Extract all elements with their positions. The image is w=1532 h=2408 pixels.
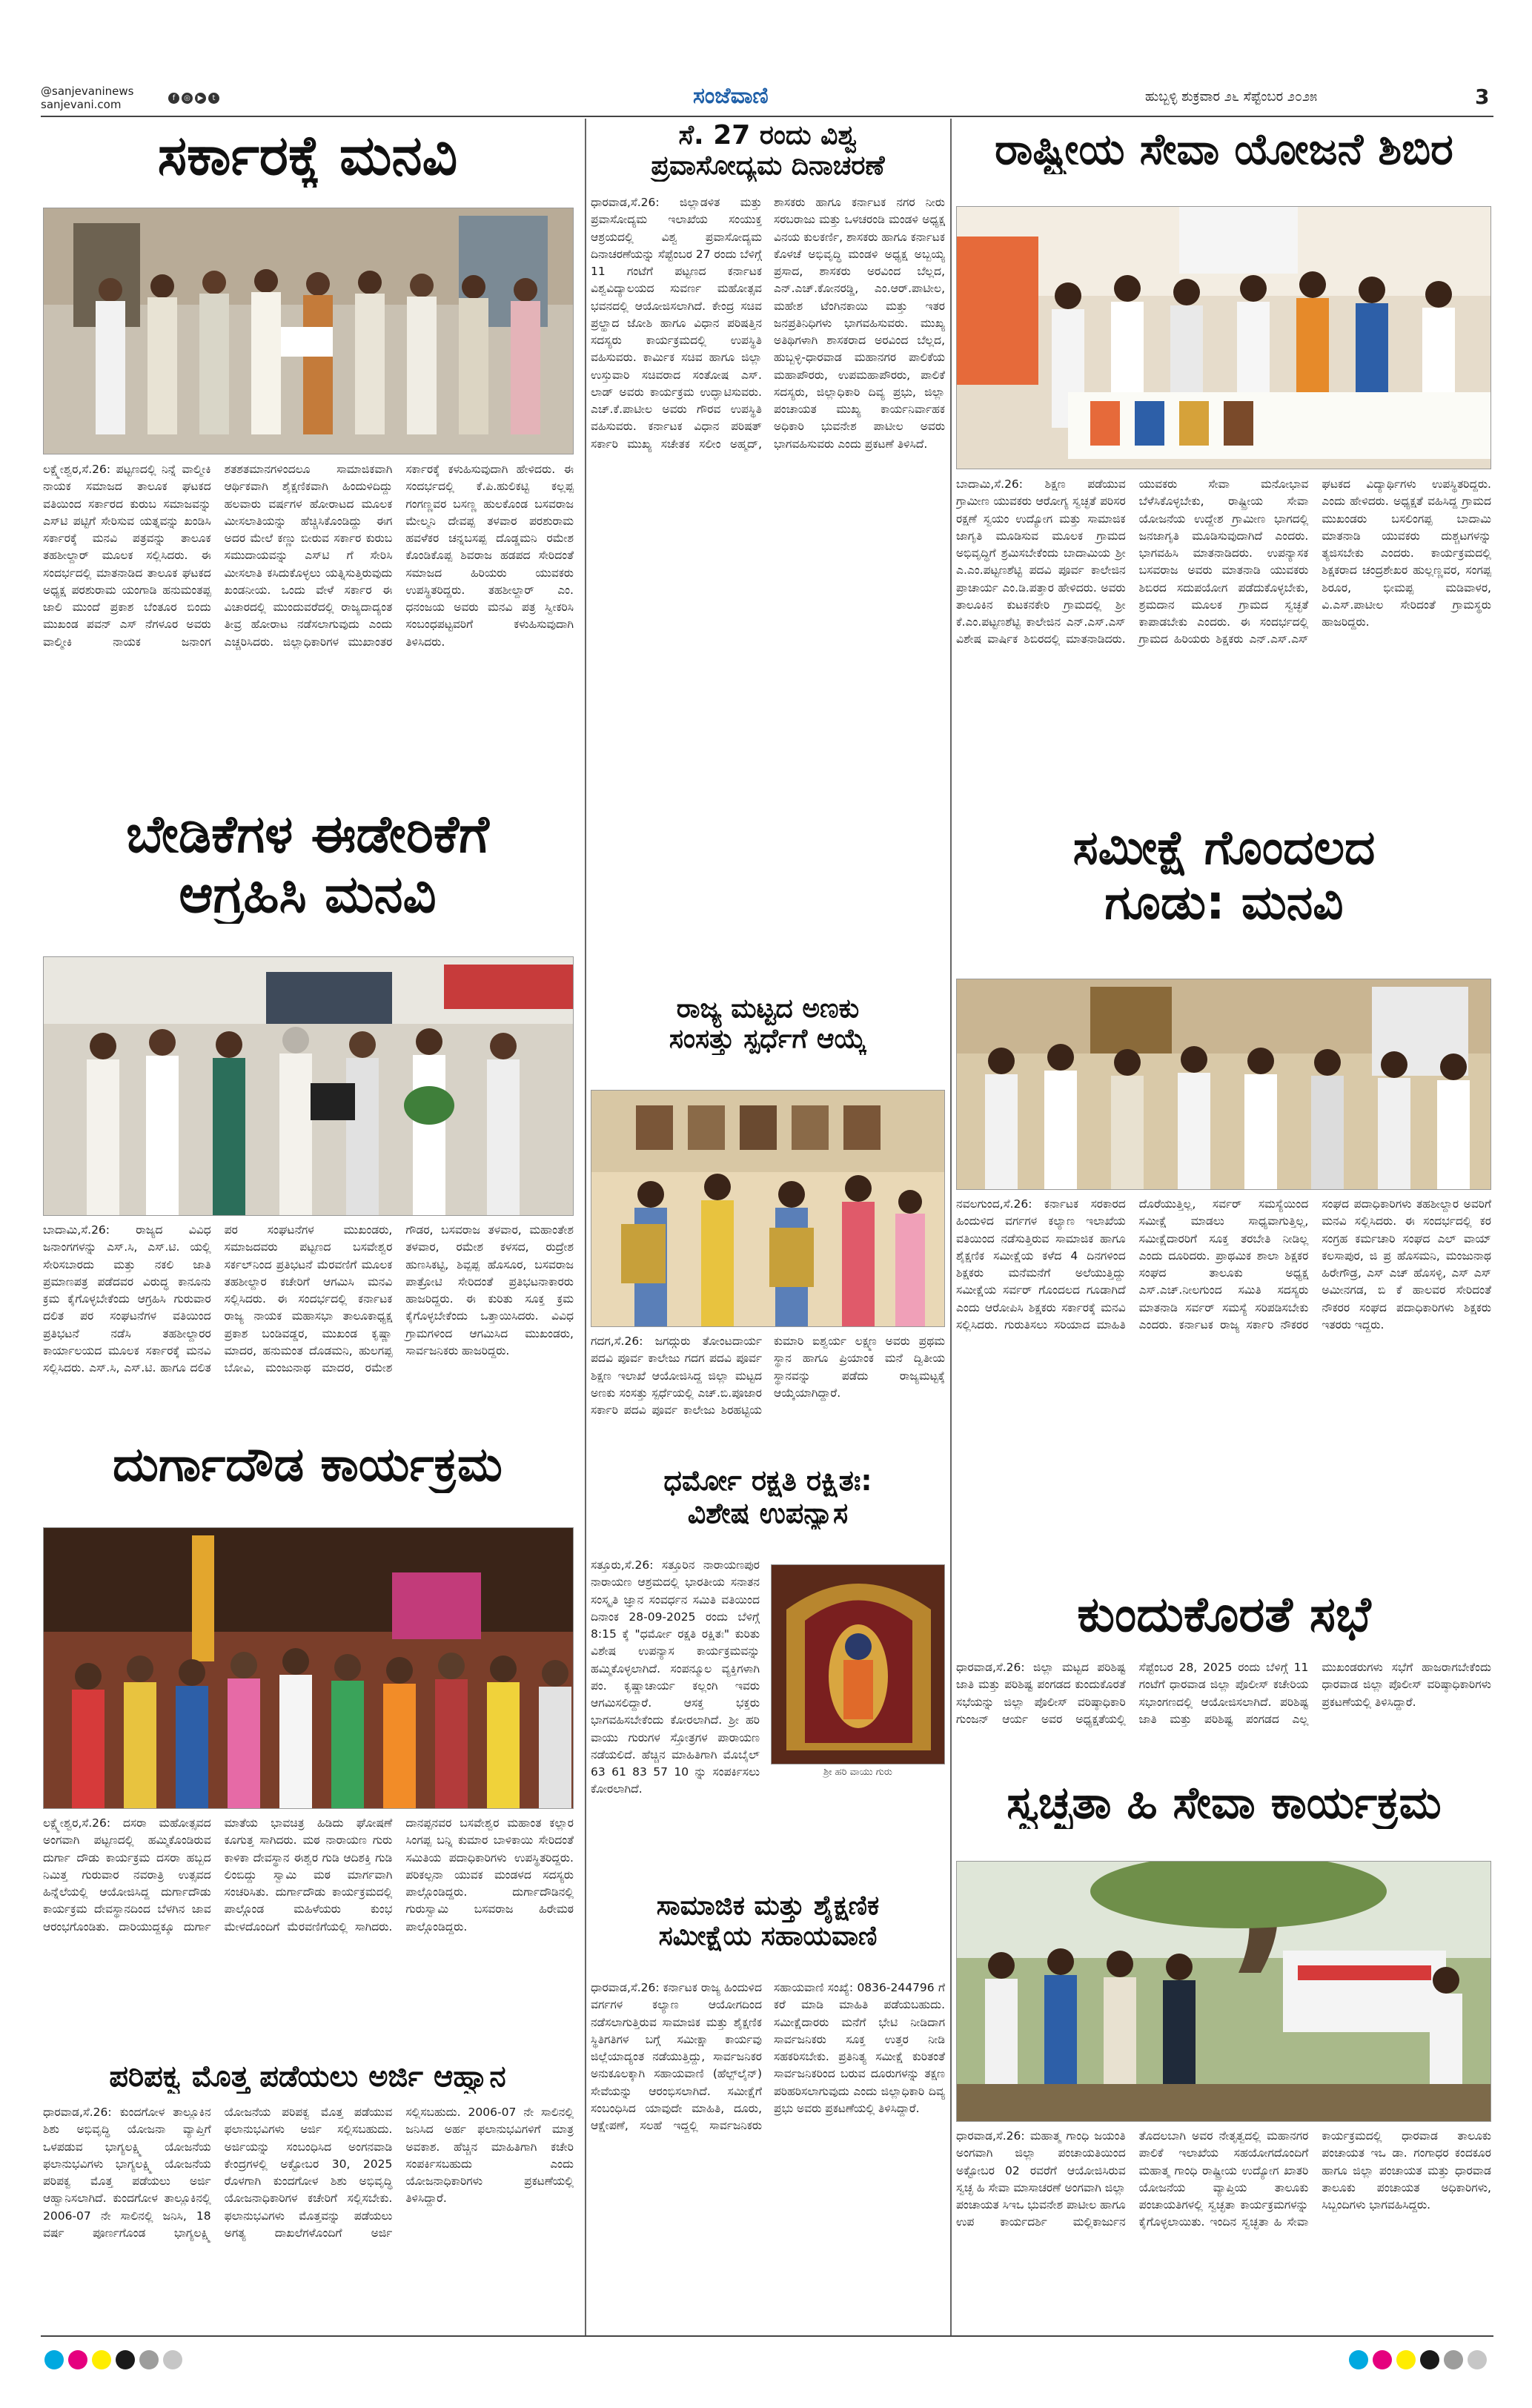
headline: ಸರ್ಕಾರಕ್ಕೆ ಮನವಿ [157,125,458,188]
instagram-icon[interactable]: ◎ [182,93,193,104]
headline-line: ಸಮೀಕ್ಷೆಯ ಸಹಾಯವಾಣಿ [658,1921,878,1952]
color-registration-bar-left [44,2350,208,2372]
photo-mock-parliament-winners [591,1090,945,1327]
photo-nss-camp [956,206,1491,469]
article-body: ಧಾರವಾಡ,ಸೆ.26: ಜಿಲ್ಲಾ ಮಟ್ಟದ ಪರಿಶಿಷ್ಟ ಜಾತಿ ಮತ್ತು ಪರಿಶಿಷ್ಟ ಪಂಗಡದ ಕುಂದುಕೊರತೆ ಸಭೆಯನ್ನು ಜಿಲ್ಲಾ ಪೊಲೀಸ್ ವರಿಷ್ಠಾಧಿಕಾರಿ ಗುಂಜನ್ ಆರ್ಯ ಅವರ ಅಧ್ಯಕ್ಷತೆಯಲ್ಲಿ ಸೆಪ್ಟೆಂಬರ 28, 2025 ರಂದು ಬೆಳಿಗ್ಗೆ 11 ಗಂಟೆಗೆ ಧಾರವಾಡ ಜಿಲ್ಲಾ ಪೊಲೀಸ್ ಕಚೇರಿಯ ಸಭಾಂಗಣದಲ್ಲಿ ಆಯೋಜಿಸಲಾಗಿದೆ. ಪರಿಶಿಷ್ಟ ಜಾತಿ ಮತ್ತು ಪರಿಶಿಷ್ಟ ಪಂಗಡದ ಎಲ್ಲ ಮುಖಂಡರುಗಳು ಸಭೆಗೆ ಹಾಜರಾಗಬೇಕೆಂದು ಧಾರವಾಡ ಜಿಲ್ಲಾ ಪೊಲೀಸ್ ವರಿಷ್ಠಾಧಿಕಾರಿಗಳು ಪ್ರಕಟಣೆಯಲ್ಲಿ ತಿಳಿಸಿದ್ದಾರೆ. [956,1661,1491,1726]
headline-line: ಸಂಸತ್ತು ಸ್ಪರ್ಧೆಗೆ ಆಯ್ಕೆ [669,1024,867,1055]
headline-line: ಧರ್ಮೋ ರಕ್ಷತಿ ರಕ್ಷಿತಃ: [663,1465,872,1497]
headline [589,1891,946,1952]
headline [955,821,1493,930]
cyan-swatch [1349,2350,1368,2369]
magenta-swatch [1373,2350,1392,2369]
article-body: ಧಾರವಾಡ,ಸೆ.26: ಕರ್ನಾಟಕ ರಾಜ್ಯ ಹಿಂದುಳಿದ ವರ್ಗಗಳ ಕಲ್ಯಾಣ ಆಯೋಗದಿಂದ ನಡೆಸಲಾಗುತ್ತಿರುವ ಸಾಮಾಜಿಕ ಮತ್ತು ಶೈಕ್ಷಣಿಕ ಸ್ಥಿತಿಗತಿಗಳ ಬಗ್ಗೆ ಸಮೀಕ್ಷಾ ಕಾರ್ಯವು ಜಿಲ್ಲೆಯಾದ್ಯಂತ ನಡೆಯುತ್ತಿದ್ದು, ಸಾರ್ವಜನಿಕರ ಅನುಕೂಲಕ್ಕಾಗಿ ಸಹಾಯವಾಣಿ (ಹೆಲ್ಪ್‌ಲೈನ್) ಸೇವೆಯನ್ನು ಆರಂಭಿಸಲಾಗಿದೆ. ಸಮೀಕ್ಷೆಗೆ ಸಂಬಂಧಿಸಿದ ಯಾವುದೇ ಮಾಹಿತಿ, ದೂರು, ಆಕ್ಷೇಪಣೆ, ಸಲಹೆ ಇದ್ದಲ್ಲಿ ಸಾರ್ವಜನಿಕರು ಸಹಾಯವಾಣಿ ಸಂಖ್ಯೆ: 0836-244796 ಗೆ ಕರೆ ಮಾಡಿ ಮಾಹಿತಿ ಪಡೆಯಬಹುದು. ಸಮೀಕ್ಷೆದಾರರು ಮನೆಗೆ ಭೇಟಿ ನೀಡಿದಾಗ ಸಾರ್ವಜನಿಕರು ಸೂಕ್ತ ಉತ್ತರ ನೀಡಿ ಸಹಕರಿಸಬೇಕು. ಪ್ರತಿನಿತ್ಯ ಸಮೀಕ್ಷೆ ಕುರಿತಂತೆ ಸಾರ್ವಜನಿಕರಿಂದ ಬರುವ ದೂರುಗಳನ್ನು ತಕ್ಷಣ ಪರಿಹರಿಸಲಾಗುವುದು ಎಂದು ಜಿಲ್ಲಾಧಿಕಾರಿ ದಿವ್ಯ ಪ್ರಭು ಅವರು ಪ್ರಕಟಣೆಯಲ್ಲಿ ತಿಳಿಸಿದ್ದಾರೆ. [591,1981,945,2132]
article-body: ಧಾರವಾಡ,ಸೆ.26: ಮಹಾತ್ಮ ಗಾಂಧಿ ಜಯಂತಿ ಅಂಗವಾಗಿ ಜಿಲ್ಲಾ ಪಂಚಾಯತಿಯಿಂದ ಅಕ್ಟೋಬರ 02 ರವರೆಗೆ ಆಯೋಜಿಸಿರುವ ಸ್ವಚ್ಛ ಹಿ ಸೇವಾ ಮಾಸಾಚರಣೆ ಅಂಗವಾಗಿ ಜಿಲ್ಲಾ ಪಂಚಾಯತ ಸಿಇಒ ಭುವನೇಶ ಪಾಟೀಲ ಹಾಗೂ ಉಪ ಕಾರ್ಯದರ್ಶಿ ಮಲ್ಲಿಕಾರ್ಜುನ ತೊದಲಬಾಗಿ ಅವರ ನೇತೃತ್ವದಲ್ಲಿ ಮಹಾನಗರ ಪಾಲಿಕೆ ಇಲಾಖೆಯ ಸಹಯೋಗದೊಂದಿಗೆ ಮಹಾತ್ಮ ಗಾಂಧಿ ರಾಷ್ಟ್ರೀಯ ಉದ್ಯೋಗ ಖಾತರಿ ಯೋಜನೆಯ ವ್ಯಾಪ್ತಿಯ ತಾಲೂಕು ಪಂಚಾಯತಿಗಳಲ್ಲಿ ಸ್ವಚ್ಛತಾ ಕಾರ್ಯಕ್ರಮಗಳನ್ನು ಕೈಗೊಳ್ಳಲಾಯಿತು. ಇಂದಿನ ಸ್ವಚ್ಛತಾ ಹಿ ಸೇವಾ ಕಾರ್ಯಕ್ರಮದಲ್ಲಿ ಧಾರವಾಡ ತಾಲೂಕು ಪಂಚಾಯತ ಇಒ ಡಾ. ಗಂಗಾಧರ ಕಂದಕೂರ ಹಾಗೂ ಜಿಲ್ಲಾ ಪಂಚಾಯತ ಮತ್ತು ಧಾರವಾಡ ತಾಲೂಕು ಪಂಚಾಯತ ಅಧಿಕಾರಿಗಳು, ಸಿಬ್ಬಂದಿಗಳು ಭಾಗವಹಿಸಿದ್ದರು. [956,2129,1491,2229]
grey-swatch [1444,2350,1463,2369]
article-body: ಲಕ್ಷ್ಮೇಶ್ವರ,ಸೆ.26: ದಸರಾ ಮಹೋತ್ಸವದ ಅಂಗವಾಗಿ ಪಟ್ಟಣದಲ್ಲಿ ಹಮ್ಮಿಕೊಂಡಿರುವ ದುರ್ಗಾ ದೌಡು ಕಾರ್ಯಕ್ರಮ ದಸರಾ ಹಬ್ಬದ ನಿಮಿತ್ತ ಗುರುವಾರ ನವರಾತ್ರಿ ಉತ್ಸವದ ಹಿನ್ನೆಲೆಯಲ್ಲಿ ಆಯೋಜಿಸಿದ್ದ ದುರ್ಗಾದೌಡು ಕಾರ್ಯಕ್ರಮ ದೇವಸ್ಥಾನದಿಂದ ಬೆಳಗಿನ ಜಾವ ಆರಂಭಗೊಂಡಿತು. ದಾರಿಯುದ್ದಕ್ಕೂ ದುರ್ಗಾ ಮಾತೆಯ ಭಾವಚಿತ್ರ ಹಿಡಿದು ಘೋಷಣೆ ಕೂಗುತ್ತ ಸಾಗಿದರು. ಮಠ ನಾರಾಯಣ ಗುರು ಕಾಳಿಕಾ ದೇವಸ್ಥಾನ ಈಶ್ವರ ಗುಡಿ ಆದಿಶಕ್ತಿ ಗುಡಿ ಲಿಂಬಿದ್ದು ಸ್ವಾಮಿ ಮಠ ಮಾರ್ಗವಾಗಿ ಸಂಚರಿಸಿತು. ದುರ್ಗಾದೌಡು ಕಾರ್ಯಕ್ರಮದಲ್ಲಿ ಪಾಲ್ಗೊಂಡ ಮಹಿಳೆಯರು ಕುಂಭ ಮೇಳದೊಂದಿಗೆ ಮೆರವಣಿಗೆಯಲ್ಲಿ ಸಾಗಿದರು. ದಾನಪ್ಪನವರ ಬಸವೇಶ್ವರ ಮಹಾಂತ ಕಲ್ಲಾರ ಸಿಂಗಪ್ಪ ಬನ್ನಿ ಕುಮಾರ ಬಾಳಿಕಾಯಿ ಸೇರಿದಂತೆ ಸಮಿತಿಯ ಪದಾಧಿಕಾರಿಗಳು ಉಪಸ್ಥಿತರಿದ್ದರು. ಪರಿಕಲ್ಪನಾ ಯುವಕ ಮಂಡಳದ ಸದಸ್ಯರು ಪಾಲ್ಗೊಂಡಿದ್ದರು. ದುರ್ಗಾದೌಡಿನಲ್ಲಿ ಗುರುಸ್ವಾಮಿ ಬಸವರಾಜ ಹಿರೇಮಠ ಪಾಲ್ಗೊಂಡಿದ್ದರು. [43,1816,574,1934]
black-swatch [1420,2350,1439,2369]
dateline: ಹುಬ್ಬಳ್ಳಿ ಶುಕ್ರವಾರ ೨೬ ಸೆಪ್ಟೆಂಬರ ೨೦೨೫ [1145,89,1318,105]
yellow-swatch [92,2350,111,2369]
headline: ಕುಂದುಕೊರತೆ ಸಭೆ [1077,1587,1371,1643]
headline-line: ಸಮೀಕ್ಷೆ ಗೊಂದಲದ [1072,821,1376,876]
article-body: ಧಾರವಾಡ,ಸೆ.26: ಜಿಲ್ಲಾಡಳಿತ ಮತ್ತು ಪ್ರವಾಸೋದ್ಯಮ ಇಲಾಖೆಯ ಸಂಯುಕ್ತ ಆಶ್ರಯದಲ್ಲಿ ವಿಶ್ವ ಪ್ರವಾಸೋದ್ಯಮ ದಿನಾಚರಣೆಯನ್ನು ಸೆಪ್ಟೆಂಬರ 27 ರಂದು ಬೆಳಿಗ್ಗೆ 11 ಗಂಟೆಗೆ ಪಟ್ಟಣದ ಕರ್ನಾಟಕ ವಿಶ್ವವಿದ್ಯಾಲಯದ ಸುವರ್ಣ ಮಹೋತ್ಸವ ಭವನದಲ್ಲಿ ಆಯೋಜಿಸಲಾಗಿದೆ. ಕೇಂದ್ರ ಸಚಿವ ಪ್ರಲ್ಹಾದ ಜೋಶಿ ಹಾಗೂ ವಿಧಾನ ಪರಿಷತ್ತಿನ ಸದಸ್ಯರು ಕಾರ್ಯಕ್ರಮದಲ್ಲಿ ಉಪಸ್ಥಿತಿ ವಹಿಸುವರು. ಕಾರ್ಮಿಕ ಸಚಿವ ಹಾಗೂ ಜಿಲ್ಲಾ ಉಸ್ತುವಾರಿ ಸಚಿವರಾದ ಸಂತೋಷ ಎಸ್. ಲಾಡ್ ಅವರು ಕಾರ್ಯಕ್ರಮ ಉದ್ಘಾಟಿಸುವರು. ಎಚ್.ಕೆ.ಪಾಟೀಲ ಅವರು ಗೌರವ ಉಪಸ್ಥಿತಿ ವಹಿಸುವರು. ಕರ್ನಾಟಕ ವಿಧಾನ ಪರಿಷತ್ ಸರ್ಕಾರಿ ಮುಖ್ಯ ಸಚೇತಕ ಸಲೀಂ ಅಹ್ಮದ್, ಶಾಸಕರು ಹಾಗೂ ಕರ್ನಾಟಕ ನಗರ ನೀರು ಸರಬರಾಜು ಮತ್ತು ಒಳಚರಂಡಿ ಮಂಡಳಿ ಅಧ್ಯಕ್ಷ ವಿನಯ ಕುಲಕರ್ಣಿ, ಶಾಸಕರು ಹಾಗೂ ಕರ್ನಾಟಕ ಕೊಳಚೆ ಅಭಿವೃದ್ಧಿ ಮಂಡಳಿ ಅಧ್ಯಕ್ಷ ಅಬ್ಬಯ್ಯ ಪ್ರಸಾದ, ಶಾಸಕರು ಅರವಿಂದ ಬೆಲ್ಲದ, ಎನ್.ಎಚ್.ಕೋನರಡ್ಡಿ, ಎಂ.ಆರ್.ಪಾಟೀಲ, ಮಹೇಶ ಟೆಂಗಿನಕಾಯಿ ಮತ್ತು ಇತರ ಜನಪ್ರತಿನಿಧಿಗಳು ಭಾಗವಹಿಸುವರು. ಮುಖ್ಯ ಅತಿಥಿಗಳಾಗಿ ಶಾಸಕರಾದ ಅರವಿಂದ ಬೆಲ್ಲದ, ಹುಬ್ಬಳ್ಳಿ-ಧಾರವಾಡ ಮಹಾನಗರ ಪಾಲಿಕೆಯ ಮಹಾಪೌರರು, ಉಪಮಹಾಪೌರರು, ಪಾಲಿಕೆ ಸದಸ್ಯರು, ಜಿಲ್ಲಾಧಿಕಾರಿ ದಿವ್ಯ ಪ್ರಭು, ಜಿಲ್ಲಾ ಪಂಚಾಯತ ಮುಖ್ಯ ಕಾರ್ಯನಿರ್ವಾಹಕ ಅಧಿಕಾರಿ ಭುವನೇಶ ಪಾಟೀಲ ಅವರು ಭಾಗವಹಿಸುವರು ಎಂದು ಪ್ರಕಟಣೆ ತಿಳಿಸಿದೆ. [591,196,945,451]
light-grey-swatch [163,2350,182,2369]
photo-memorandum-group [43,208,574,454]
twitter-icon[interactable]: t [208,93,219,104]
social-icons [168,90,222,105]
article-body: ಗದಗ,ಸೆ.26: ಜಗದ್ಗುರು ತೋಂಟದಾರ್ಯ ಪದವಿ ಪೂರ್ವ ಕಾಲೇಜು ಗದಗ ಪದವಿ ಪೂರ್ವ ಶಿಕ್ಷಣ ಇಲಾಖೆ ಆಯೋಜಿಸಿದ್ದ ಜಿಲ್ಲಾ ಮಟ್ಟದ ಅಣಕು ಸಂಸತ್ತು ಸ್ಪರ್ಧೆಯಲ್ಲಿ ಎಚ್.ಬಿ.ಪೂಜಾರ ಸರ್ಕಾರಿ ಪದವಿ ಪೂರ್ವ ಕಾಲೇಜು ಶಿರಹಟ್ಟಿಯ ಕುಮಾರಿ ಐಶ್ವರ್ಯ ಲಕ್ಷ್ಮಣ ಅವರು ಪ್ರಥಮ ಸ್ಥಾನ ಹಾಗೂ ಪ್ರಿಯಾಂಕ ಮನೆ ದ್ವಿತೀಯ ಸ್ಥಾನವನ್ನು ಪಡೆದು ರಾಜ್ಯಮಟ್ಟಕ್ಕೆ ಆಯ್ಕೆಯಾಗಿದ್ದಾರೆ. [591,1334,945,1417]
twitter-handle[interactable]: @sanjevaninews [41,85,134,98]
grey-swatch [139,2350,159,2369]
article-body: ಬಾದಾಮಿ,ಸೆ.26: ಶಿಕ್ಷಣ ಪಡೆಯುವ ಗ್ರಾಮೀಣ ಯುವಕರು ಆರೋಗ್ಯ ಸ್ವಚ್ಛತೆ ಪರಿಸರ ರಕ್ಷಣೆ ಸ್ವಯಂ ಉದ್ಯೋಗ ಮತ್ತು ಸಾಮಾಜಿಕ ಜಾಗೃತಿ ಮೂಡಿಸುವ ಮೂಲಕ ಗ್ರಾಮದ ಅಭಿವೃದ್ಧಿಗೆ ಶ್ರಮಿಸಬೇಕೆಂದು ಬಾದಾಮಿಯ ಶ್ರೀ ಎ.ಎಂ.ಪಟ್ಟಣಶೆಟ್ಟಿ ಪದವಿ ಪೂರ್ವ ಕಾಲೇಜಿನ ಪ್ರಾಚಾರ್ಯ ಎಂ.ಡಿ.ಪತ್ತಾರ ಹೇಳಿದರು. ಅವರು ತಾಲೂಕಿನ ಕುಟಕನಕೇರಿ ಗ್ರಾಮದಲ್ಲಿ ಶ್ರೀ ಕೆ.ಎಂ.ಪಟ್ಟಣಶೆಟ್ಟಿ ಕಾಲೇಜಿನ ಎನ್.ಎಸ್.ಎಸ್ ವಿಶೇಷ ವಾರ್ಷಿಕ ಶಿಬಿರದಲ್ಲಿ ಮಾತನಾಡಿದರು. ಯುವಕರು ಸೇವಾ ಮನೋಭಾವ ಬೆಳೆಸಿಕೊಳ್ಳಬೇಕು, ರಾಷ್ಟ್ರೀಯ ಸೇವಾ ಯೋಜನೆಯ ಉದ್ದೇಶ ಗ್ರಾಮೀಣ ಭಾಗದಲ್ಲಿ ಜನಜಾಗೃತಿ ಮೂಡಿಸುವುದಾಗಿದೆ ಎಂದರು. ಭಾಗವಹಿಸಿ ಮಾತನಾಡಿದರು. ಉಪನ್ಯಾಸಕ ಬಸವರಾಜ ಅವರು ಮಾತನಾಡಿ ಯುವಕರು ಶಿಬಿರದ ಸದುಪಯೋಗ ಪಡೆದುಕೊಳ್ಳಬೇಕು, ಶ್ರಮದಾನ ಮೂಲಕ ಗ್ರಾಮದ ಸ್ವಚ್ಛತೆ ಕಾಪಾಡಬೇಕು ಎಂದರು. ಈ ಸಂದರ್ಭದಲ್ಲಿ ಗ್ರಾಮದ ಹಿರಿಯರು ಶಿಕ್ಷಕರು ಎನ್.ಎಸ್.ಎಸ್ ಘಟಕದ ವಿದ್ಯಾರ್ಥಿಗಳು ಉಪಸ್ಥಿತರಿದ್ದರು. ಎಂದು ಹೇಳಿದರು. ಅಧ್ಯಕ್ಷತೆ ವಹಿಸಿದ್ದ ಗ್ರಾಮದ ಮುಖಂಡರು ಬಸಲಿಂಗಪ್ಪ ಬಾದಾಮಿ ಮಾತನಾಡಿ ಯುವಕರು ದುಶ್ಚಟಗಳನ್ನು ತ್ಯಜಿಸಬೇಕು ಎಂದರು. ಕಾರ್ಯಕ್ರಮದಲ್ಲಿ ಶಿಕ್ಷಕರಾದ ಚಂದ್ರಶೇಖರ ಹುಲ್ಲಣ್ಣವರ, ಸಂಗಪ್ಪ ಶಿರೂರ, ಭೀಮಪ್ಪ ಮಡಿವಾಳರ, ವಿ.ಎಸ್.ಪಾಟೀಲ ಸೇರಿದಂತೆ ಗ್ರಾಮಸ್ಥರು ಹಾಜರಿದ್ದರು. [956,477,1491,646]
paper-logo: ಸಂಜೆವಾಣಿ [693,83,769,109]
page-number: 3 [1475,85,1490,109]
photo-caption: ಶ್ರೀ ಹರಿ ವಾಯು ಗುರು [823,1767,892,1778]
black-swatch [116,2350,135,2369]
photo-protest-memorandum [43,956,574,1216]
headline-line: ರಾಜ್ಯ ಮಟ್ಟದ ಅಣಕು [676,993,860,1024]
headline: ರಾಷ್ಟ್ರೀಯ ಸೇವಾ ಯೋಜನೆ ಶಿಬಿರ [995,125,1453,174]
color-registration-bar-right [1349,2350,1512,2372]
headline: ಸ್ವಚ್ಛತಾ ಹಿ ಸೇವಾ ಕಾರ್ಯಕ್ರಮ [1007,1778,1442,1829]
cyan-swatch [44,2350,64,2369]
headline-line: ಸೆ. 27 ರಂದು ವಿಶ್ವ [678,120,858,150]
photo-swachhata-drive [956,1861,1491,2122]
footer-rule [41,2335,1493,2337]
headline [589,1465,946,1529]
youtube-icon[interactable]: ▶ [195,93,206,104]
masthead [41,82,1493,116]
headline-line: ಆಗ್ರಹಿಸಿ ಮನವಿ [179,863,437,924]
headline [589,993,946,1055]
article-body: ಲಕ್ಷ್ಮೇಶ್ವರ,ಸೆ.26: ಪಟ್ಟಣದಲ್ಲಿ ನಿನ್ನೆ ವಾಲ್ಮೀಕಿ ನಾಯಕ ಸಮಾಜದ ತಾಲೂಕ ಘಟಕದ ವತಿಯಿಂದ ಸರ್ಕಾರದ ಕುರುಬ ಸಮಾಜವನ್ನು ಎಸ್‌ಟಿ ಪಟ್ಟಿಗೆ ಸೇರಿಸುವ ಯತ್ನವನ್ನು ಖಂಡಿಸಿ ಸರ್ಕಾರಕ್ಕೆ ಮನವಿ ಪತ್ರವನ್ನು ತಾಲೂಕ ತಹಶೀಲ್ದಾರ್ ಮೂಲಕ ಸಲ್ಲಿಸಿದರು. ಈ ಸಂದರ್ಭದಲ್ಲಿ ಮಾತನಾಡಿದ ತಾಲೂಕ ಘಟಕದ ಅಧ್ಯಕ್ಷ ಪರಶುರಾಮ ಯಂಗಾಡಿ ಹನುಮಂತಪ್ಪ ಜಾಲಿ ಮುಂದೆ ಪ್ರಕಾಶ ಬೆಂತೂರ ಬಿಂದು ಮುಖಂಡ ಪವನ್ ಎಸ್ ನೆಗಳೂರ ಅವರು ವಾಲ್ಮೀಕಿ ನಾಯಕ ಜನಾಂಗ ಶತಶತಮಾನಗಳಿಂದಲೂ ಸಾಮಾಜಿಕವಾಗಿ ಆರ್ಥಿಕವಾಗಿ ಶೈಕ್ಷಣಿಕವಾಗಿ ಹಿಂದುಳಿದಿದ್ದು ಹಲವಾರು ವರ್ಷಗಳ ಹೋರಾಟದ ಮೂಲಕ ಮೀಸಲಾತಿಯನ್ನು ಹೆಚ್ಚಿಸಿಕೊಂಡಿದ್ದು ಈಗ ಅದರ ಮೇಲೆ ಕಣ್ಣು ಬೀರುವ ಸರ್ಕಾರ ಕುರುಬ ಸಮುದಾಯವನ್ನು ಎಸ್‌ಟಿ ಗೆ ಸೇರಿಸಿ ಮೀಸಲಾತಿ ಕಸಿದುಕೊಳ್ಳಲು ಯತ್ನಿಸುತ್ತಿರುವುದು ಖಂಡನೀಯ. ಒಂದು ವೇಳೆ ಸರ್ಕಾರ ಈ ವಿಚಾರದಲ್ಲಿ ಮುಂದುವರೆದಲ್ಲಿ ರಾಜ್ಯದಾದ್ಯಂತ ತೀವ್ರ ಹೋರಾಟ ನಡೆಸಲಾಗುವುದು ಎಂದು ಎಚ್ಚರಿಸಿದರು. ಜಿಲ್ಲಾಧಿಕಾರಿಗಳ ಮುಖಾಂತರ ಸರ್ಕಾರಕ್ಕೆ ಕಳುಹಿಸುವುದಾಗಿ ಹೇಳಿದರು. ಈ ಸಂದರ್ಭದಲ್ಲಿ ಕೆ.ಪಿ.ಹುಲಿಕಟ್ಟಿ ಕಲ್ಲಪ್ಪ ಗಂಗಣ್ಣವರ ಬಸಣ್ಣ ಹುಲಕೊಂಡ ಬಸವರಾಜ ಮೇಲ್ಮನಿ ದೇವಪ್ಪ ತಳವಾರ ಪರಶುರಾಮ ಹವಳೆಕರ ಚನ್ನಬಸಪ್ಪ ದೊಡ್ಡಮನಿ ರಮೇಶ ಕೊಂಡಿಕೊಪ್ಪ ಶಿವರಾಜ ಹಡಪದ ಸೇರಿದಂತೆ ಸಮಾಜದ ಹಿರಿಯರು ಯುವಕರು ಉಪಸ್ಥಿತರಿದ್ದರು. ತಹಶೀಲ್ದಾರ್ ಎಂ. ಧನಂಜಯ ಅವರು ಮನವಿ ಪತ್ರ ಸ್ವೀಕರಿಸಿ ಸಂಬಂಧಪಟ್ಟವರಿಗೆ ಕಳುಹಿಸುವುದಾಗಿ ತಿಳಿಸಿದರು. [43,463,574,649]
facebook-icon[interactable]: f [168,93,179,104]
website-link[interactable]: sanjevani.com [41,98,122,111]
light-grey-swatch [1468,2350,1487,2369]
headline-line: ಗೂಡು: ಮನವಿ [1104,875,1344,930]
column-rule [585,119,586,2335]
article-body: ಬಾದಾಮಿ,ಸೆ.26: ರಾಜ್ಯದ ವಿವಿಧ ಜನಾಂಗಗಳನ್ನು ಎಸ್.ಸಿ, ಎಸ್.ಟಿ. ಯಲ್ಲಿ ಸೇರಿಸಬಾರದು ಮತ್ತು ನಕಲಿ ಜಾತಿ ಪ್ರಮಾಣಪತ್ರ ಪಡೆದವರ ವಿರುದ್ಧ ಕಾನೂನು ಕ್ರಮ ಕೈಗೊಳ್ಳಬೇಕೆಂದು ಆಗ್ರಹಿಸಿ ಗುರುವಾರ ದಲಿತ ಪರ ಸಂಘಟನೆಗಳ ವತಿಯಿಂದ ಪ್ರತಿಭಟನೆ ನಡೆಸಿ ತಹಶೀಲ್ದಾರರ ಕಾರ್ಯಾಲಯದ ಮೂಲಕ ಸರ್ಕಾರಕ್ಕೆ ಮನವಿ ಸಲ್ಲಿಸಿದರು. ಎಸ್.ಸಿ, ಎಸ್.ಟಿ. ಹಾಗೂ ದಲಿತ ಪರ ಸಂಘಟನೆಗಳ ಮುಖಂಡರು, ಸಮಾಜದವರು ಪಟ್ಟಣದ ಬಸವೇಶ್ವರ ಸರ್ಕಲ್‌ನಿಂದ ಪ್ರತಿಭಟನೆ ಮೆರವಣಿಗೆ ಮೂಲಕ ತಹಶೀಲ್ದಾರ ಕಚೇರಿಗೆ ಆಗಮಿಸಿ ಮನವಿ ಸಲ್ಲಿಸಿದರು. ಈ ಸಂದರ್ಭದಲ್ಲಿ ಕರ್ನಾಟಕ ರಾಜ್ಯ ನಾಯಕ ಮಹಾಸಭಾ ತಾಲೂಕಾಧ್ಯಕ್ಷ ಪ್ರಕಾಶ ಬಂಡಿವಡ್ಡರ, ಮುಖಂಡ ಕೃಷ್ಣಾ ಮಾದರ, ಹನುಮಂತ ದೊಡಮನಿ, ಹುಲಗಪ್ಪ ಬೋವಿ, ಮಂಜುನಾಥ ಮಾದರ, ರಮೇಶ ಗೌಡರ, ಬಸವರಾಜ ತಳವಾರ, ಮಹಾಂತೇಶ ತಳವಾರ, ರಮೇಶ ಕಳಸದ, ರುದ್ರೇಶ ಹುಣಸಿಕಟ್ಟಿ, ಶಿವ್ಪಪ್ಪ ಹೊಸೂರ, ಬಸವರಾಜ ಪಾತ್ರೋಟಿ ಸೇರಿದಂತೆ ಪ್ರತಿಭಟನಾಕಾರರು ಹಾಜರಿದ್ದರು. ಈ ಕುರಿತು ಸೂಕ್ತ ಕ್ರಮ ಕೈಗೊಳ್ಳಬೇಕೆಂದು ಒತ್ತಾಯಿಸಿದರು. ವಿವಿಧ ಗ್ರಾಮಗಳಿಂದ ಆಗಮಿಸಿದ ಮುಖಂಡರು, ಸಾರ್ವಜನಿಕರು ಹಾಜರಿದ್ದರು. [43,1223,574,1375]
yellow-swatch [1396,2350,1416,2369]
article-body: ಸತ್ತೂರು,ಸೆ.26: ಸತ್ತೂರಿನ ನಾರಾಯಣಪುರ ನಾರಾಯಣ ಆಶ್ರಮದಲ್ಲಿ ಭಾರತೀಯ ಸನಾತನ ಸಂಸ್ಕೃತಿ ಜ್ಞಾನ ಸಂವರ್ಧನ ಸಮಿತಿ ವತಿಯಿಂದ ದಿನಾಂಕ 28-09-2025 ರಂದು ಬೆಳಿಗ್ಗೆ 8:15 ಕ್ಕೆ "ಧರ್ಮೋ ರಕ್ಷತಿ ರಕ್ಷಿತಃ" ಕುರಿತು ವಿಶೇಷ ಉಪನ್ಯಾಸ ಕಾರ್ಯಕ್ರಮವನ್ನು ಹಮ್ಮಿಕೊಳ್ಳಲಾಗಿದೆ. ಸಂಪನ್ಮೂಲ ವ್ಯಕ್ತಿಗಳಾಗಿ ಪಂ. ಕೃಷ್ಣಾಚಾರ್ಯ ಕಲ್ಲಂಗಿ ಇವರು ಆಗಮಿಸಲಿದ್ದಾರೆ. ಆಸಕ್ತ ಭಕ್ತರು ಭಾಗವಹಿಸಬೇಕೆಂದು ಕೋರಲಾಗಿದೆ. ಶ್ರೀ ಹರಿ ವಾಯು ಗುರುಗಳ ಸ್ತೋತ್ರಗಳ ಪಾರಾಯಣ ನಡೆಯಲಿದೆ. ಹೆಚ್ಚಿನ ಮಾಹಿತಿಗಾಗಿ ಮೊಬೈಲ್ 63 61 83 57 10 ನ್ನು ಸಂಪರ್ಕಿಸಲು ಕೋರಲಾಗಿದೆ. [591,1558,760,1796]
headline: ದುರ್ಗಾದೌಡ ಕಾರ್ಯಕ್ರಮ [113,1438,503,1492]
headline-line: ಪ್ರವಾಸೋದ್ಯಮ ದಿನಾಚರಣೆ [651,150,885,182]
headline [41,804,574,924]
magenta-swatch [68,2350,87,2369]
headline-line: ಬೇಡಿಕೆಗಳ ಈಡೇರಿಕೆಗೆ [126,804,489,864]
photo-survey-memorandum [956,979,1491,1190]
headline [589,120,946,182]
column-rule [950,119,952,2335]
headline: ಪರಿಪಕ್ವ ಮೊತ್ತ ಪಡೆಯಲು ಅರ್ಜಿ ಆಹ್ವಾನ [109,2060,506,2094]
photo-durga-daud [43,1527,574,1809]
article-body: ನವಲಗುಂದ,ಸೆ.26: ಕರ್ನಾಟಕ ಸರಕಾರದ ಹಿಂದುಳಿದ ವರ್ಗಗಳ ಕಲ್ಯಾಣ ಇಲಾಖೆಯ ವತಿಯಿಂದ ನಡೆಸುತ್ತಿರುವ ಸಾಮಾಜಿಕ ಹಾಗೂ ಶೈಕ್ಷಣಿಕ ಸಮೀಕ್ಷೆಯ ಕಳೆದ 4 ದಿನಗಳಿಂದ ಶಿಕ್ಷಕರು ಮನೆಮನೆಗೆ ಅಲೆಯುತ್ತಿದ್ದು ಸಮೀಕ್ಷೆಯ ಸರ್ವರ್ ಗೊಂದಲದ ಗೂಡಾಗಿದೆ ಎಂದು ಆರೋಪಿಸಿ ಶಿಕ್ಷಕರು ಸರ್ಕಾರಕ್ಕೆ ಮನವಿ ಸಲ್ಲಿಸಿದರು. ಗುರುತಿಸಲು ಸರಿಯಾದ ಮಾಹಿತಿ ದೊರೆಯುತ್ತಿಲ್ಲ, ಸರ್ವರ್ ಸಮಸ್ಯೆಯಿಂದ ಸಮೀಕ್ಷೆ ಮಾಡಲು ಸಾಧ್ಯವಾಗುತ್ತಿಲ್ಲ, ಸಮೀಕ್ಷೆದಾರರಿಗೆ ಸೂಕ್ತ ತರಬೇತಿ ನೀಡಿಲ್ಲ ಎಂದು ದೂರಿದರು. ಪ್ರಾಥಮಿಕ ಶಾಲಾ ಶಿಕ್ಷಕರ ಸಂಘದ ತಾಲೂಕು ಅಧ್ಯಕ್ಷ ಎಸ್.ಎಚ್.ನೀಲಗುಂದ ಸಮಿತಿ ಸದಸ್ಯರು ಮಾತನಾಡಿ ಸರ್ವರ್ ಸಮಸ್ಯೆ ಸರಿಪಡಿಸಬೇಕು ಎಂದರು. ಕರ್ನಾಟಕ ರಾಜ್ಯ ಸರ್ಕಾರಿ ನೌಕರರ ಸಂಘದ ಪದಾಧಿಕಾರಿಗಳು ತಹಶೀಲ್ದಾರ ಅವರಿಗೆ ಮನವಿ ಸಲ್ಲಿಸಿದರು. ಈ ಸಂದರ್ಭದಲ್ಲಿ ಕರ ಸಂಗ್ರಹ ಕರ್ಮಚಾರಿ ಸಂಘದ ಎಲ್ ವಾಯ್ ಕಲಸಾಪುರ, ಜಿ ಪ್ರ ಹೊಸಮನಿ, ಮಂಜುನಾಥ ಹಿರೇಗೌಡ್ರ, ಎಸ್ ಎಚ್ ಹೊಸಳ್ಳಿ, ಎಸ್ ಎಸ್ ಅಮೀನಗಡ, ಬಿ ಕೆ ಹಾಲವರ ಸೇರಿದಂತೆ ನೌಕರರ ಸಂಘದ ಪದಾಧಿಕಾರಿಗಳು ಶಿಕ್ಷಕರು ಇತರರು ಇದ್ದರು. [956,1197,1491,1332]
photo-deity-idol [771,1564,945,1764]
article-body: ಧಾರವಾಡ,ಸೆ.26: ಕುಂದಗೋಳ ತಾಲ್ಲೂಕಿನ ಶಿಶು ಅಭಿವೃದ್ಧಿ ಯೋಜನಾ ವ್ಯಾಪ್ತಿಗೆ ಒಳಪಡುವ ಭಾಗ್ಯಲಕ್ಷ್ಮಿ ಯೋಜನೆಯ ಫಲಾನುಭವಿಗಳು ಭಾಗ್ಯಲಕ್ಷ್ಮಿ ಯೋಜನೆಯ ಪರಿಪಕ್ವ ಮೊತ್ತ ಪಡೆಯಲು ಅರ್ಜಿ ಆಹ್ವಾನಿಸಲಾಗಿದೆ. ಕುಂದಗೋಳ ತಾಲ್ಲೂಕಿನಲ್ಲಿ 2006-07 ನೇ ಸಾಲಿನಲ್ಲಿ ಜನಿಸಿ, 18 ವರ್ಷ ಪೂರ್ಣಗೊಂಡ ಭಾಗ್ಯಲಕ್ಷ್ಮಿ ಯೋಜನೆಯ ಪರಿಪಕ್ವ ಮೊತ್ತ ಪಡೆಯುವ ಫಲಾನುಭವಿಗಳು ಅರ್ಜಿ ಸಲ್ಲಿಸಬಹುದು. ಅರ್ಜಿಯನ್ನು ಸಂಬಂಧಿಸಿದ ಅಂಗನವಾಡಿ ಕೇಂದ್ರಗಳಲ್ಲಿ ಅಕ್ಟೋಬರ 30, 2025 ರೊಳಗಾಗಿ ಕುಂದಗೋಳ ಶಿಶು ಅಭಿವೃದ್ಧಿ ಯೋಜನಾಧಿಕಾರಿಗಳ ಕಚೇರಿಗೆ ಸಲ್ಲಿಸಬೇಕು. ಫಲಾನುಭವಿಗಳು ಮೊತ್ತವನ್ನು ಪಡೆಯಲು ಅಗತ್ಯ ದಾಖಲೆಗಳೊಂದಿಗೆ ಅರ್ಜಿ ಸಲ್ಲಿಸಬಹುದು. 2006-07 ನೇ ಸಾಲಿನಲ್ಲಿ ಜನಿಸಿದ ಅರ್ಹ ಫಲಾನುಭವಿಗಳಿಗೆ ಮಾತ್ರ ಅವಕಾಶ. ಹೆಚ್ಚಿನ ಮಾಹಿತಿಗಾಗಿ ಕಚೇರಿ ಸಂಪರ್ಕಿಸಬಹುದು ಎಂದು ಯೋಜನಾಧಿಕಾರಿಗಳು ಪ್ರಕಟಣೆಯಲ್ಲಿ ತಿಳಿಸಿದ್ದಾರೆ. [43,2106,574,2240]
headline-line: ವಿಶೇಷ ಉಪನ್ಯಾಸ [687,1496,849,1529]
headline-line: ಸಾಮಾಜಿಕ ಮತ್ತು ಶೈಕ್ಷಣಿಕ [656,1891,880,1921]
masthead-rule [41,116,1493,117]
